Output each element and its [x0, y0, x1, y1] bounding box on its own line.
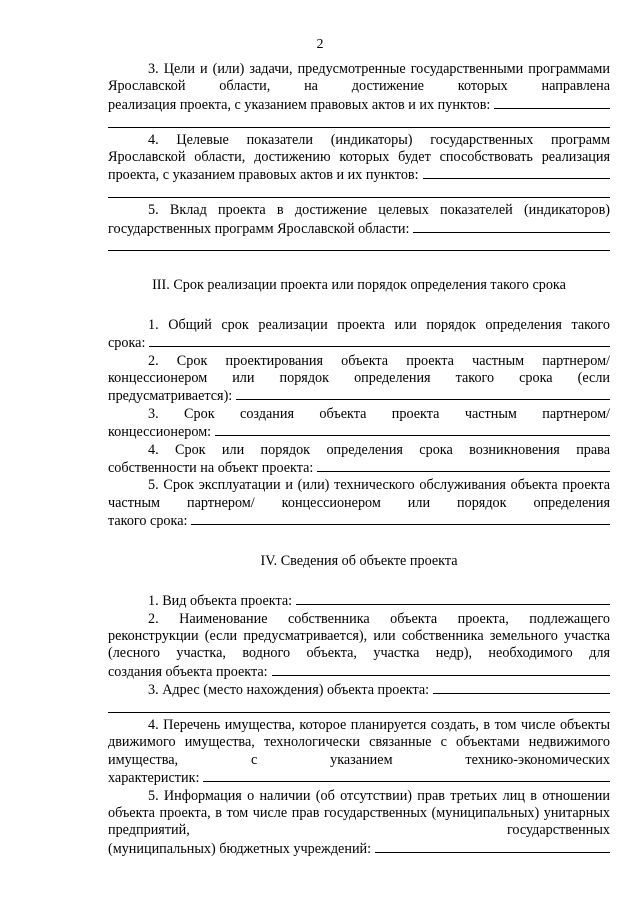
- s2-item4-blank-line[interactable]: [108, 185, 610, 202]
- s4-item1-label: 1. Вид объекта проекта:: [148, 593, 293, 610]
- s3-item1-blank[interactable]: [149, 334, 610, 347]
- s3-item1-text: 1. Общий срок реализации проекта или порядок определения такого: [148, 316, 610, 333]
- s4-item3-row: [108, 681, 610, 699]
- s3-item3-row: [108, 423, 610, 441]
- s3-item5-label: такого срока:: [108, 513, 188, 530]
- s2-item3-blank[interactable]: [494, 96, 610, 109]
- s3-item2-label: предусматривается):: [108, 388, 233, 405]
- s4-item1-row: [108, 592, 610, 610]
- s4-item3-label: 3. Адрес (место нахождения) объекта проекта:: [148, 682, 430, 699]
- s4-item2-blank[interactable]: [272, 663, 610, 676]
- s3-item2-blank[interactable]: [236, 387, 610, 400]
- section-3-heading: III. Срок реализации проекта или порядок определения такого срока: [152, 277, 566, 294]
- s4-item3-blank-line[interactable]: [108, 700, 610, 717]
- s3-item4-row: [108, 459, 610, 477]
- s4-item4-text: 4. Перечень имущества, которое планируется создать, в том числе объекты движимого имущества, технологически связанные с объектами недвижимого имущества, с указанием технико-экономических: [108, 716, 610, 768]
- s2-item5-blank-line[interactable]: [108, 238, 610, 255]
- s2-item4-label: проекта, с указанием правовых актов и их пунктов:: [108, 167, 419, 184]
- s3-item4-blank[interactable]: [317, 459, 610, 472]
- page-number: 2: [316, 37, 324, 52]
- s3-item4-text: 4. Срок или порядок определения срока возникновения права: [148, 441, 610, 458]
- s3-item4-label: собственности на объект проекта:: [108, 460, 314, 477]
- s3-item5-text: 5. Срок эксплуатации и (или) технического обслуживания объекта проекта частным партнером/ концессионером или порядок определения: [108, 477, 610, 511]
- s3-item3-blank[interactable]: [215, 423, 610, 436]
- s4-item5-row: [108, 840, 610, 858]
- s4-item3-blank[interactable]: [433, 681, 610, 694]
- s2-item4-blank[interactable]: [423, 166, 610, 179]
- s2-item4-row: [108, 166, 610, 184]
- s2-item5-text: 5. Вклад проекта в достижение целевых показателей (индикаторов): [148, 202, 610, 219]
- s2-item3-row: [108, 96, 610, 114]
- form-content: [108, 61, 610, 858]
- s3-item3-text: 3. Срок создания объекта проекта частным партнером/: [148, 405, 610, 422]
- s3-item2-row: [108, 387, 610, 405]
- s3-item1-label: срока:: [108, 335, 146, 352]
- s3-item1-row: [108, 334, 610, 352]
- s2-item4-text: 4. Целевые показатели (индикаторы) государственных программ Ярославской области, достижению которых будет способствовать реализация: [108, 131, 610, 166]
- s4-item2-text: 2. Наименование собственника объекта проекта, подлежащего реконструкции (если предусматривается), или собственника земельного участка (лесного участка, водного объекта, участка недр), необходимого для: [108, 610, 610, 662]
- s2-item5-blank[interactable]: [413, 220, 610, 233]
- s2-item3-blank-line[interactable]: [108, 114, 610, 131]
- s4-item4-row: [108, 769, 610, 787]
- s4-item4-blank[interactable]: [203, 769, 610, 782]
- s3-item2-text: 2. Срок проектирования объекта проекта частным партнером/ концессионером или порядок определения такого срока (если: [108, 352, 610, 387]
- s2-item3-label: реализация проекта, с указанием правовых актов и их пунктов:: [108, 96, 491, 113]
- s3-item3-label: концессионером:: [108, 424, 212, 441]
- s2-item5-row: [108, 220, 610, 238]
- s4-item4-label: характеристик:: [108, 770, 200, 787]
- s2-item3-text: 3. Цели и (или) задачи, предусмотренные государственными программами Ярославской области, на достижение которых направлена: [108, 61, 610, 95]
- section-4-heading: IV. Сведения об объекте проекта: [260, 552, 458, 569]
- s2-item5-label: государственных программ Ярославской области:: [108, 220, 410, 237]
- s4-item5-label: (муниципальных) бюджетных учреждений:: [108, 840, 372, 857]
- s4-item2-label: создания объекта проекта:: [108, 663, 268, 680]
- s3-item5-row: [108, 512, 610, 530]
- s4-item5-blank[interactable]: [375, 840, 610, 853]
- s4-item1-blank[interactable]: [296, 592, 610, 605]
- s4-item5-text: 5. Информация о наличии (об отсутствии) прав третьих лиц в отношении объекта проекта, в том числе прав государственных (муниципальных) унитарных предприятий, государственных: [108, 787, 610, 839]
- s4-item2-row: [108, 663, 610, 681]
- s3-item5-blank[interactable]: [191, 512, 610, 525]
